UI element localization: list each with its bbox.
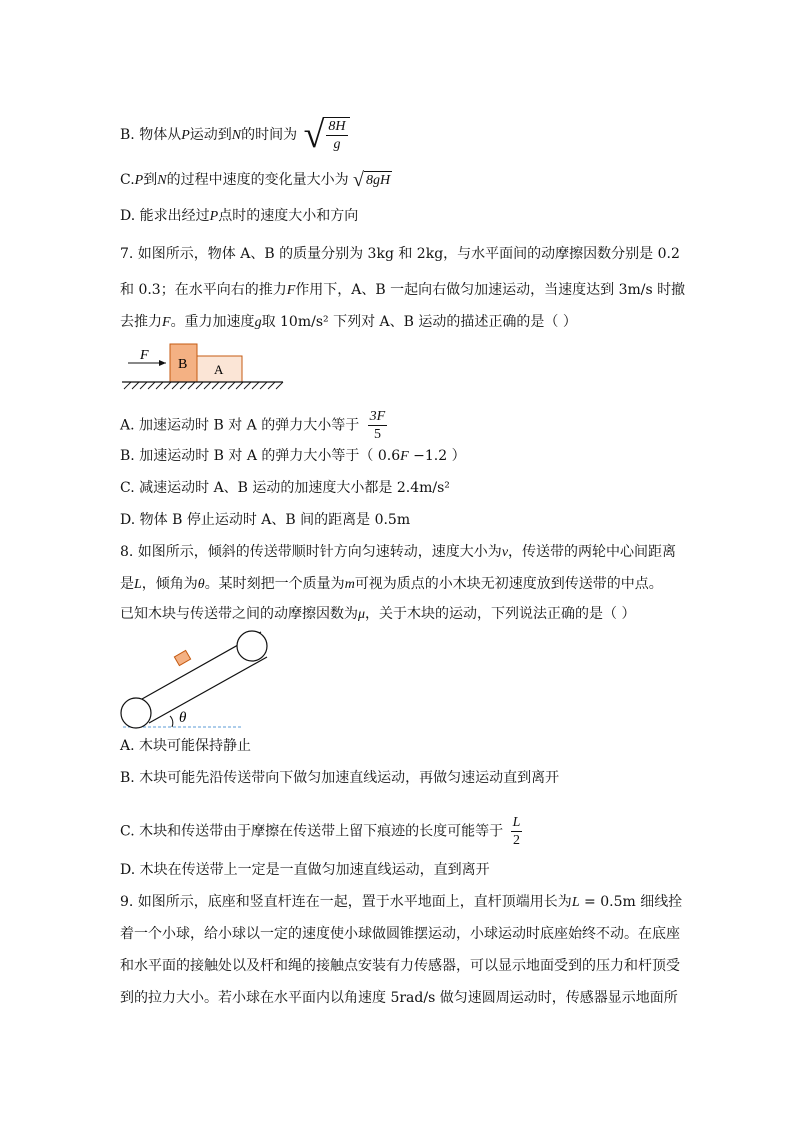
upper-wheel [237, 631, 267, 661]
q7-stem-line-3: 去推力F。重力加速度g取 10m/s² 下列对 A、B 运动的描述正确的是（ ） [120, 314, 577, 330]
q8-option-d: D. 木块在传送带上一定是一直做匀加速直线运动，直到离开 [120, 862, 490, 878]
q7-option-b: B. 加速运动时 B 对 A 的弹力大小等于（ 0.6F −1.2 ） [120, 448, 466, 464]
lower-wheel [121, 698, 151, 728]
q8-option-c: C. 木块和传送带由于摩擦在传送带上留下痕迹的长度可能等于 $\frac{L}{2}$ [120, 815, 521, 848]
ground-hatch [124, 382, 283, 389]
q8-option-b: B. 木块可能先沿传送带向下做匀加速直线运动，再做匀速运动直到离开 [120, 770, 560, 786]
q7-option-a: A. 加速运动时 B 对 A 的弹力大小等于 $\frac{3F}{5}$ [120, 409, 386, 442]
theta-label: θ [179, 710, 187, 726]
q8-stem-line-2: 是L，倾角为θ。某时刻把一个质量为m可视为质点的小木块无初速度放到传送带的中点。 [120, 576, 663, 592]
q8-conveyor-figure [118, 624, 278, 734]
q8-option-a: A. 木块可能保持静止 [120, 738, 252, 754]
wooden-block [174, 650, 190, 665]
q9-stem-line-3: 和水平面的接触处以及杆和绳的接触点安装有力传感器，可以显示地面受到的压力和杆顶受 [120, 958, 680, 974]
block-b-label: B [178, 357, 188, 372]
q9-stem-line-4: 到的拉力大小。若小球在水平面内以角速度 5rad/s 做匀速圆周运动时，传感器显示地面所 [120, 990, 678, 1006]
belt-bottom-edge [149, 657, 267, 723]
q9-stem-line-1: 9. 如图所示，底座和竖直杆连在一起，置于水平地面上，直杆顶端用长为L = 0.5m 细线拴 [120, 894, 683, 910]
force-arrow-head [159, 360, 166, 366]
q7-option-c: C. 减速运动时 A、B 运动的加速度大小都是 2.4m/s² [120, 480, 450, 496]
force-f-label: F [140, 348, 149, 363]
q9-stem-line-2: 着一个小球，给小球以一定的速度使小球做圆锥摆运动，小球运动时底座始终不动。在底座 [120, 926, 680, 942]
q7-blocks-figure [118, 340, 288, 395]
block-a-label: A [214, 362, 224, 377]
q6-option-d: D. 能求出经过P点时的速度大小和方向 [120, 208, 359, 224]
q7-option-d: D. 物体 B 停止运动时 A、B 间的距离是 0.5m [120, 512, 411, 528]
q8-stem-line-1: 8. 如图所示，倾斜的传送带顺时针方向匀速转动，速度大小为v，传送带的两轮中心间距离 [120, 544, 677, 560]
q8-stem-line-3: 已知木块与传送带之间的动摩擦因数为μ，关于木块的运动，下列说法正确的是（ ） [120, 606, 636, 622]
angle-arc [170, 716, 173, 727]
sqrt-8h-over-g: √ $\frac{8H}{g}$ [304, 116, 350, 154]
q7-stem-line-2: 和 0.3；在水平向右的推力F作用下，A、B 一起向右做匀加速运动，当速度达到 3m/s 时撤 [120, 282, 686, 298]
sqrt-8gh: √ 8gH [353, 169, 391, 191]
fraction-3f-over-5: $\frac{3F}{5}$ [369, 409, 386, 442]
q6-option-b: B. 物体从P运动到N的时间为 √ $\frac{8H}{g}$ [120, 116, 350, 154]
q7-stem-line-1: 7. 如图所示，物体 A、B 的质量分别为 3kg 和 2kg，与水平面间的动摩擦因数分别是 0.2 [120, 246, 680, 262]
fraction-l-over-2: $\frac{L}{2}$ [512, 815, 521, 848]
q6-option-c: C.P到N的过程中速度的变化量大小为 √ 8gH [120, 169, 391, 191]
